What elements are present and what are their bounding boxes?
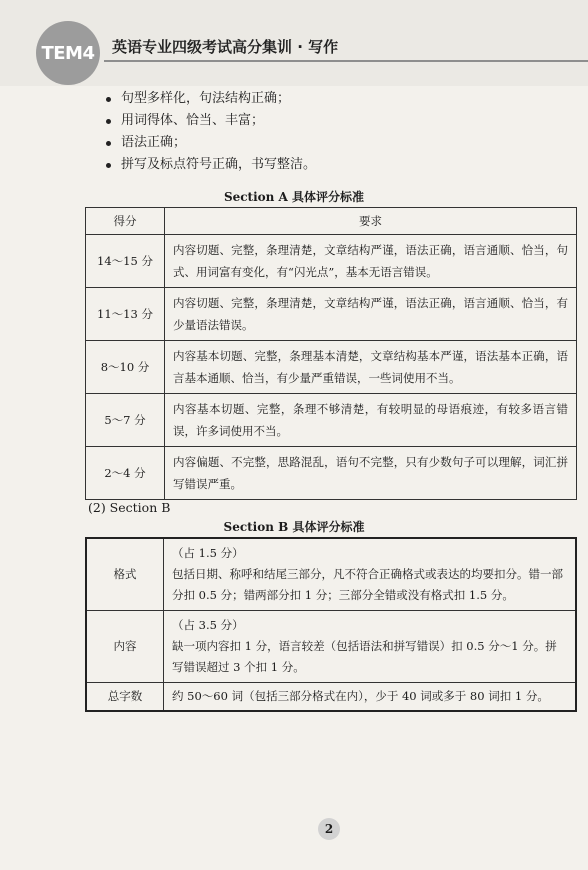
table-row — [86, 288, 577, 341]
table-row — [86, 341, 577, 394]
bullet-icon — [106, 97, 111, 102]
table-row — [86, 610, 576, 682]
tem4-logo: TEM4 — [36, 21, 100, 85]
list-item: 用词得体、恰当、丰富； — [106, 110, 316, 132]
book-title: 英语专业四级考试高分集训 · 写作 — [112, 38, 339, 56]
score-cell: 5～7 分 — [86, 394, 165, 447]
criterion-label: 内容 — [86, 610, 164, 682]
list-item: 拼写及标点符号正确，书写整洁。 — [106, 154, 316, 176]
criterion-detail — [164, 610, 577, 682]
table-row — [86, 235, 577, 288]
requirement-cell: 内容基本切题、完整，条理不够清楚，有较明显的母语痕迹，有较多语言错误，许多词使用不当。 — [165, 394, 577, 447]
score-weight-note: （占 3.5 分） — [172, 617, 244, 632]
table-row — [86, 538, 576, 610]
requirement-cell: 内容切题、完整，条理清楚，文章结构严谨，语法正确，语言通顺、恰当，有少量语法错误。 — [165, 288, 577, 341]
section-a-caption: Section A 具体评分标准 — [223, 190, 365, 204]
bullet-icon — [106, 141, 111, 146]
criterion-text: 包括日期、称呼和结尾三部分，凡不符合正确格式或表达的均要扣分。错一部分扣 0.5 分；错两部分扣 1 分；三部分全错或没有格式扣 1.5 分。 — [172, 566, 563, 602]
criterion-text: 缺一项内容扣 1 分，语言较差（包括语法和拼写错误）扣 0.5 分～1 分。拼写错误超过 3 个扣 1 分。 — [172, 638, 557, 674]
score-cell: 14～15 分 — [86, 235, 165, 288]
table-row — [86, 447, 577, 500]
list-item: 语法正确； — [106, 132, 316, 154]
criterion-detail — [164, 682, 577, 711]
criterion-detail — [164, 538, 577, 610]
section-b-table — [85, 537, 577, 712]
requirement-cell: 内容偏题、不完整，思路混乱，语句不完整，只有少数句子可以理解，词汇拼写错误严重。 — [165, 447, 577, 500]
table-row — [86, 682, 576, 711]
score-weight-note: （占 1.5 分） — [172, 545, 244, 560]
column-header-requirement: 要求 — [165, 208, 577, 235]
table-row — [86, 394, 577, 447]
table-header-row — [86, 208, 577, 235]
requirement-cell: 内容基本切题、完整，条理基本清楚，文章结构基本严谨，语法基本正确，语言基本通顺、恰当，有少量严重错误，一些词使用不当。 — [165, 341, 577, 394]
column-header-score: 得分 — [86, 208, 165, 235]
criterion-label: 格式 — [86, 538, 164, 610]
section-b-heading: (2) Section B — [88, 500, 171, 515]
score-cell: 11～13 分 — [86, 288, 165, 341]
criterion-label: 总字数 — [86, 682, 164, 711]
score-cell: 8～10 分 — [86, 341, 165, 394]
header-rule — [104, 60, 588, 62]
criterion-text: 约 50～60 词（包括三部分格式在内），少于 40 词或多于 80 词扣 1 分。 — [172, 688, 549, 703]
section-b-caption: Section B 具体评分标准 — [223, 520, 365, 534]
section-a-table — [85, 207, 577, 500]
bullet-icon — [106, 119, 111, 124]
score-cell: 2～4 分 — [86, 447, 165, 500]
criteria-bullet-list — [106, 88, 316, 176]
page-header — [0, 0, 588, 86]
list-item: 句型多样化，句法结构正确； — [106, 88, 316, 110]
bullet-icon — [106, 163, 111, 168]
page-number: 2 — [318, 818, 340, 840]
requirement-cell: 内容切题、完整，条理清楚，文章结构严谨，语法正确，语言通顺、恰当，句式、用词富有变化，有“闪光点”，基本无语言错误。 — [165, 235, 577, 288]
